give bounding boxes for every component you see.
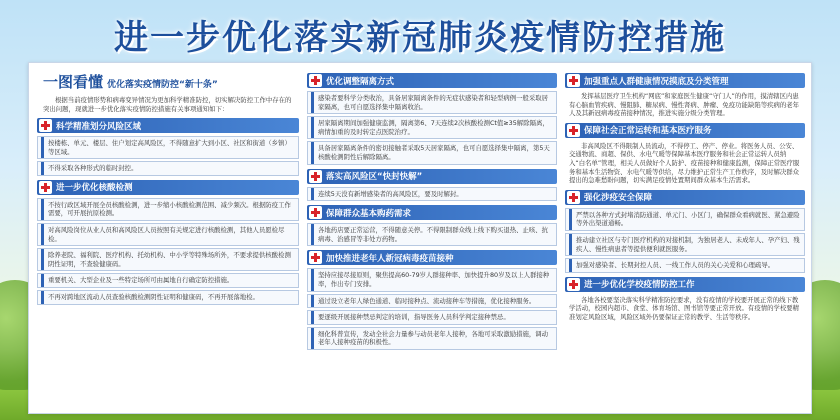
list-item: 重要机关、大型企业及一些特定场所可由属地自行确定防控措施。 bbox=[37, 273, 299, 288]
content-board bbox=[28, 62, 812, 414]
overview-heading-main: 一图看懂 bbox=[43, 73, 104, 91]
section-header bbox=[307, 205, 557, 220]
list-item: 连续5天没有新增感染者的高风险区，要及时解封。 bbox=[307, 187, 557, 202]
red-cross-icon bbox=[309, 251, 322, 264]
section-header bbox=[37, 180, 299, 195]
red-cross-icon bbox=[309, 206, 322, 219]
list-item: 严禁以各种方式封堵消防通道、单元门、小区门，确保群众看病就医、紧急避险等外出渠道通畅。 bbox=[565, 208, 805, 231]
section-title: 保障社会正常运转和基本医疗服务 bbox=[584, 126, 712, 137]
section-title: 优化调整隔离方式 bbox=[326, 76, 395, 87]
section-header bbox=[565, 123, 805, 138]
section-header bbox=[307, 73, 557, 88]
paragraph: 各地各校要坚决落实科学精准防控要求，没有疫情的学校要开展正常的线下教学活动，校园内超市、食堂、体育场馆、图书馆等要正常开放。有疫情的学校要精准划定风险区域，风险区域外仍要保证正常的教学、生活等秩序。 bbox=[569, 295, 800, 321]
list-item: 除养老院、福利院、医疗机构、托幼机构、中小学等特殊场所外，不要求提供核酸检测阴性证明，不查验健康码。 bbox=[37, 248, 299, 271]
column-right bbox=[565, 69, 805, 407]
section-header bbox=[307, 250, 557, 265]
section-title: 保障群众基本购药需求 bbox=[326, 208, 412, 219]
overview-heading-sub: 优化落实疫情防控“新十条” bbox=[107, 80, 218, 90]
intro-text: 根据当前疫情形势和病毒变异情况为更加科学精准防控，切实解决防控工作中存在的突出问题，现就进一步优化落实疫情防控措施有关事项通知如下： bbox=[43, 96, 292, 113]
section-header bbox=[565, 277, 805, 292]
paragraph: 非高风险区不得限制人员流动，不得停工、停产、停业。将医务人员、公安、交通物流、商超、保供、水电气暖等保障基本医疗服务和社会正常运转人员纳入“白名单”管理，相关人员做好个人防护、疫苗接种和健康监测，保障正常医疗服务和基本生活物资、水电气暖等供给，尽力维护正常生产工作秩序，及时解决群众提出的急难愁盼问题，切实满足疫情处置期间群众基本生活需求。 bbox=[569, 141, 800, 185]
list-item: 不按行政区域开展全员核酸检测，进一步缩小核酸检测范围、减少频次。根据防疫工作需要，可开展抗原检测。 bbox=[37, 198, 299, 221]
list-item: 推动建立社区与专门医疗机构的对接机制，为独居老人、未成年人、孕产妇、残疾人、慢性病患者等提供便利就医服务。 bbox=[565, 233, 805, 256]
list-item: 感染者要科学分类收治，具备居家隔离条件的无症状感染者和轻型病例一般采取居家隔离，也可自愿选择集中隔离收治。 bbox=[307, 91, 557, 114]
section-title: 加快推进老年人新冠病毒疫苗接种 bbox=[326, 253, 454, 264]
section-title: 进一步优化核酸检测 bbox=[56, 183, 133, 194]
list-item: 细化科普宣传，发动全社会力量参与动员老年人接种，各地可采取激励措施，调动老年人接种疫苗的积极性。 bbox=[307, 327, 557, 350]
section-header bbox=[307, 169, 557, 184]
list-item: 居家隔离期间加强健康监测，隔离第6、7天连续2次核酸检测Ct值≥35解除隔离，病情加重的及时转定点医院治疗。 bbox=[307, 116, 557, 139]
overview-heading bbox=[43, 71, 299, 92]
section-title: 强化涉疫安全保障 bbox=[584, 193, 653, 204]
column-middle bbox=[307, 69, 557, 407]
red-cross-icon bbox=[309, 170, 322, 183]
list-item: 要逐级开展接种禁忌判定的培训，指导医务人员科学判定接种禁忌。 bbox=[307, 310, 557, 325]
list-item: 通过设立老年人绿色通道、临时接种点、流动接种车等措施，优化接种服务。 bbox=[307, 294, 557, 309]
list-item: 不再对跨地区流动人员查验核酸检测阴性证明和健康码，不再开展落地检。 bbox=[37, 290, 299, 305]
poster-title: 进一步优化落实新冠肺炎疫情防控措施 bbox=[114, 18, 726, 58]
list-item: 加强对感染者、长期封控人员、一线工作人员的关心关爱和心理疏导。 bbox=[565, 258, 805, 273]
section-title: 科学精准划分风险区域 bbox=[56, 121, 142, 132]
red-cross-icon bbox=[567, 278, 580, 291]
list-item: 不得采取各种形式的临时封控。 bbox=[37, 161, 299, 176]
section-header bbox=[565, 73, 805, 88]
red-cross-icon bbox=[39, 181, 52, 194]
red-cross-icon bbox=[39, 119, 52, 132]
red-cross-icon bbox=[567, 124, 580, 137]
list-item: 坚持应接尽接原则，聚焦提高60-79岁人群接种率、加快提升80岁及以上人群接种率，作出专门安排。 bbox=[307, 268, 557, 291]
column-left bbox=[37, 69, 299, 407]
red-cross-icon bbox=[567, 191, 580, 204]
list-item: 各地药店要正常运营，不得随意关停。不得限制群众线上线下购买退热、止咳、抗病毒、治感冒等非处方药物。 bbox=[307, 223, 557, 246]
list-item: 具备居家隔离条件的密切接触者采取5天居家隔离，也可自愿选择集中隔离，第5天核酸检测阴性后解除隔离。 bbox=[307, 141, 557, 164]
section-title: 落实高风险区“快封快解” bbox=[326, 172, 423, 183]
section-header bbox=[37, 118, 299, 133]
section-header bbox=[565, 190, 805, 205]
paragraph: 发挥基层医疗卫生机构“网底”和家庭医生健康“守门人”的作用，摸清辖区内患有心脑血管疾病、慢阻肺、糖尿病、慢性肾病、肿瘤、免疫功能缺陷等疾病的老年人及其新冠病毒疫苗接种情况，推进实施分级分类管理。 bbox=[569, 92, 800, 118]
section-title: 进一步优化学校疫情防控工作 bbox=[584, 280, 695, 291]
red-cross-icon bbox=[309, 74, 322, 87]
red-cross-icon bbox=[567, 74, 580, 87]
list-item: 对高风险岗位从业人员和高风险区人员按照有关规定进行核酸检测，其他人员愿检尽检。 bbox=[37, 223, 299, 246]
list-item: 按楼栋、单元、楼层、住户划定高风险区，不得随意扩大到小区、社区和街道（乡镇）等区域。 bbox=[37, 136, 299, 159]
section-title: 加强重点人群健康情况摸底及分类管理 bbox=[584, 76, 729, 87]
